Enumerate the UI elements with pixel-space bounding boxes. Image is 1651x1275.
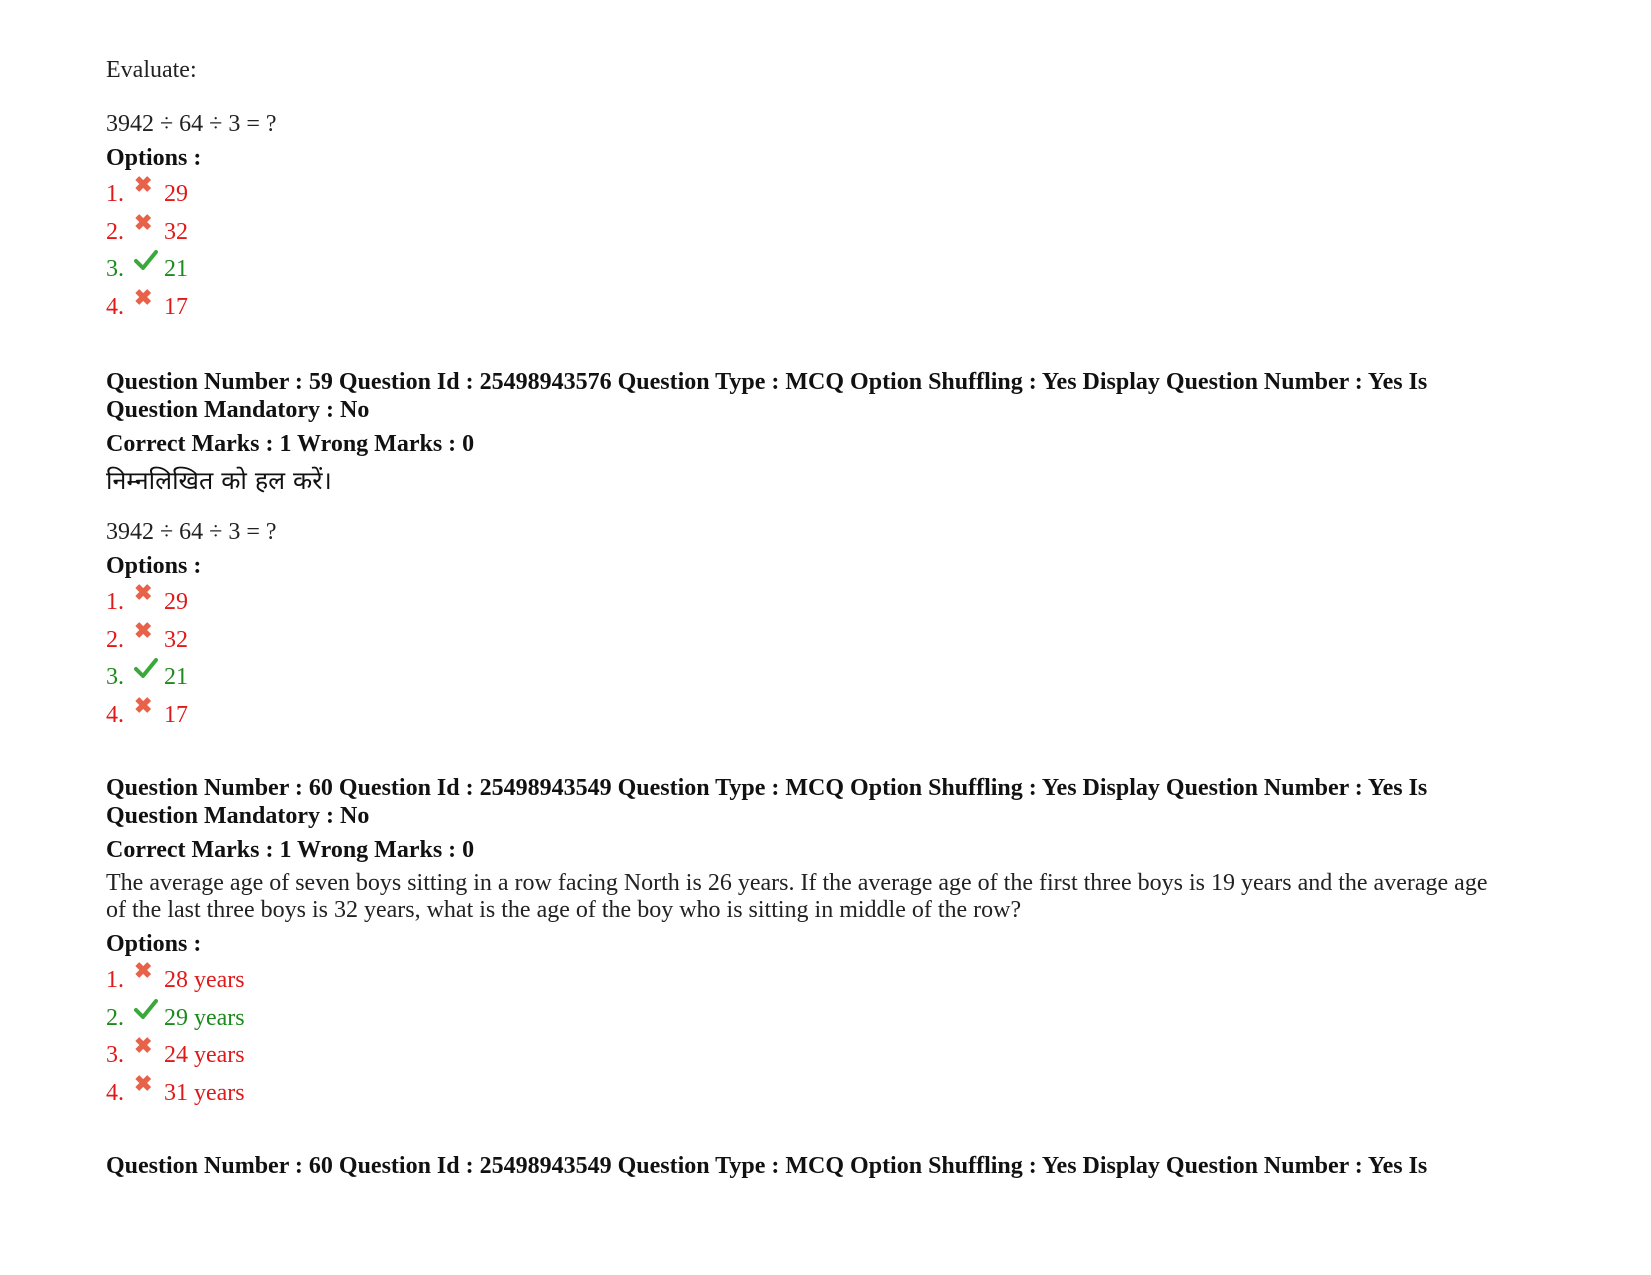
cross-icon: ✖ (134, 692, 153, 718)
question-text-line: of the last three boys is 32 years, what is the age of the boy who is sitting in middle of the row? (106, 897, 1022, 923)
option-item (106, 284, 1556, 331)
question-meta-line: Question Number : 60 Question Id : 25498943549 Question Type : MCQ Option Shuffling : Yes Display Question Number : Yes Is (106, 1153, 1428, 1179)
option-value: 21 (164, 256, 188, 282)
option-item (106, 1070, 1556, 1117)
cross-icon: ✖ (134, 284, 153, 310)
option-value: 32 (164, 626, 188, 653)
question-block-59 (106, 368, 1556, 738)
option-item (106, 172, 1556, 218)
options-label: Options : (106, 553, 202, 579)
option-number: 2. (106, 1004, 124, 1031)
option-number: 1. (106, 967, 124, 993)
option-number: 2. (106, 626, 124, 653)
option-item (106, 958, 1556, 1004)
option-value: 29 years (164, 1004, 245, 1031)
option-number: 1. (106, 589, 124, 615)
question-mandatory-line: Question Mandatory : No (106, 397, 370, 423)
option-number: 3. (106, 256, 124, 282)
option-item (106, 1004, 1556, 1042)
option-number: 4. (106, 293, 124, 320)
option-value: 17 (164, 293, 188, 320)
cross-icon: ✖ (134, 209, 153, 235)
option-item (106, 617, 1556, 664)
question-mandatory-line: Question Mandatory : No (106, 803, 370, 829)
option-number: 3. (106, 1042, 124, 1068)
option-value: 17 (164, 701, 188, 728)
option-value: 32 (164, 218, 188, 245)
check-icon (134, 249, 164, 271)
option-number: 2. (106, 218, 124, 245)
question-text-line: The average age of seven boys sitting in a row facing North is 26 years. If the average age of the first three boys is 19 years and the average age (106, 870, 1488, 896)
cross-icon: ✖ (134, 617, 153, 643)
question-text-hindi: निम्नलिखित को हल करें। (106, 466, 332, 495)
option-item (106, 209, 1556, 256)
question-paper-page (106, 56, 1556, 1180)
options-list (106, 172, 1556, 330)
option-number: 4. (106, 701, 124, 728)
option-number: 3. (106, 664, 124, 690)
cross-icon: ✖ (134, 172, 153, 197)
check-icon (134, 998, 164, 1020)
option-value: 31 years (164, 1079, 245, 1106)
options-list (106, 580, 1556, 738)
question-expression: 3942 ÷ 64 ÷ 3 = ? (106, 111, 277, 137)
question-expression: 3942 ÷ 64 ÷ 3 = ? (106, 519, 277, 545)
question-block-previous (106, 56, 1556, 330)
option-value: 29 (164, 181, 188, 207)
option-item (106, 663, 1556, 701)
options-label: Options : (106, 145, 202, 171)
option-item (106, 692, 1556, 739)
option-value: 29 (164, 589, 188, 615)
question-meta-line: Question Number : 59 Question Id : 25498943576 Question Type : MCQ Option Shuffling : Yes Display Question Number : Yes Is (106, 369, 1428, 395)
cross-icon: ✖ (134, 958, 153, 983)
option-value: 28 years (164, 967, 245, 993)
marks-line: Correct Marks : 1 Wrong Marks : 0 (106, 837, 475, 863)
options-label: Options : (106, 931, 202, 957)
option-value: 21 (164, 664, 188, 690)
question-text (106, 870, 1556, 924)
cross-icon: ✖ (134, 580, 153, 605)
cross-icon: ✖ (134, 1070, 153, 1096)
option-number: 1. (106, 181, 124, 207)
options-list (106, 958, 1556, 1116)
question-block-60 (106, 774, 1556, 1116)
question-meta-line: Question Number : 60 Question Id : 25498943549 Question Type : MCQ Option Shuffling : Yes Display Question Number : Yes Is (106, 775, 1428, 801)
evaluate-label: Evaluate: (106, 57, 197, 83)
option-item (106, 1033, 1556, 1079)
option-value: 24 years (164, 1042, 245, 1068)
option-item (106, 255, 1556, 293)
question-block-next (106, 1152, 1556, 1180)
option-item (106, 580, 1556, 626)
cross-icon: ✖ (134, 1033, 153, 1058)
check-icon (134, 657, 164, 679)
marks-line: Correct Marks : 1 Wrong Marks : 0 (106, 431, 475, 457)
option-number: 4. (106, 1079, 124, 1106)
